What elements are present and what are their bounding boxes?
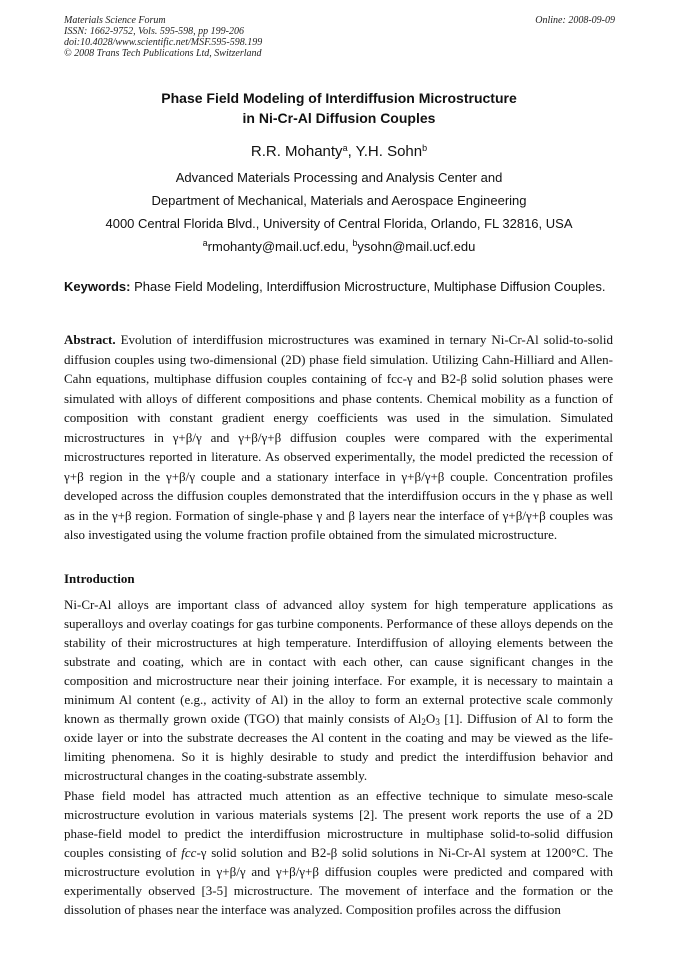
author-2-mark: b [422,143,428,153]
keywords-text: Phase Field Modeling, Interdiffusion Microstructure, Multiphase Diffusion Couples. [130,279,606,294]
title-line-2: in Ni-Cr-Al Diffusion Couples [242,110,436,126]
email-line [0,239,678,255]
title-line-1: Phase Field Modeling of Interdiffusion Microstructure [161,90,517,106]
intro-paragraph-2 [64,786,613,919]
author-2: Y.H. Sohn [355,143,423,160]
email-a: rmohanty@mail.ucf.edu, [207,239,353,254]
affiliation-line-2: Department of Mechanical, Materials and Aerospace Engineering [151,193,527,208]
affiliation-line-1: Advanced Materials Processing and Analysis Center and [175,170,503,185]
intro-p2-text-b: -γ solid solution and B2-β solid solutions in Ni-Cr-Al system at 1200°C. The microstructure evolution in γ+β/γ and γ+β/γ+β diffusion couples were predicted and compared with experimentally observed [3-5] microstructure. The movement of interface and the formation or the dissolution of phases near the interface was analyzed. Composition profiles across the diffusion [64,845,613,917]
abstract-block [64,330,613,545]
email-b: ysohn@mail.ucf.edu [357,239,476,254]
journal-header [64,15,262,59]
intro-p2-fcc: fcc [181,845,197,860]
section-heading-introduction: Introduction [64,571,135,586]
intro-p1-text-b: [1]. Diffusion of Al to form the oxide layer or into the substrate decreases the Al content in the coating and may be viewed as the life-limiting phenomena. So it is highly desirable to study and predict the interdiffusion behavior and microstructural changes in the coating-substrate assembly. [64,711,614,783]
author-separator: , [347,143,356,160]
abstract-text: Evolution of interdiffusion microstructures was examined in ternary Ni-Cr-Al solid-to-solid diffusion couples using two-dimensional (2D) phase field simulation. Utilizing Cahn-Hilliard and Allen-Cahn equations, multiphase diffusion couples containing of fcc-γ and B2-β solid solution phases were simulated with alloys of different compositions and phase contents. Chemical mobility as a function of composition with constant gradient energy coefficients was used in the simulation. Simulated microstructures in γ+β/γ and γ+β/γ+β diffusion couples were compared with the experimental microstructures reported in literature. As observed experimentally, the model predicted the recession of γ+β region in the γ+β/γ couple and a stationary interface in γ+β/γ+β couple. Concentration profiles developed across the diffusion couples demonstrated that the interdiffusion occurs in the γ phase as well as in the γ+β region. Formation of single-phase γ and β layers near the interface of γ+β/γ+β couples was also investigated using the volume fraction profile obtained from the simulated microstructure. [64,332,613,542]
intro-p1-text-mid: O [425,711,436,726]
author-line [0,143,678,161]
issn-line: ISSN: 1662-9752, Vols. 595-598, pp 199-206 [64,26,244,37]
email-mark-a: a [202,238,208,248]
online-date: Online: 2008-09-09 [535,15,615,26]
keywords-label: Keywords: [64,279,131,294]
intro-p1-sub-1: 2 [421,717,426,727]
keywords-block [64,277,613,296]
intro-p2-text-a: Phase field model has attracted much attention as an effective technique to simulate meso-scale microstructure evolution in various materials systems [2]. The present work reports the use of a 2D phase-field model to predict the interdiffusion microstructure in multiphase solid-to-solid diffusion couples consisting of [64,788,613,860]
paper-title [0,88,678,128]
intro-paragraph-1 [64,595,613,785]
intro-p1-text-a: Ni-Cr-Al alloys are important class of advanced alloy system for high temperature applications as superalloys and overlay coatings for gas turbine components. Performance of these alloys depends on the stability of their microstructures at high temperature. Interdiffusion of alloying elements between the substrate and coating, which are in contact with each other, can cause significant changes in the composition and microstructure near their joining interface. For example, it is necessary to maintain a minimum Al content (e.g., activity of Al) in the alloy to form an external protective scale commonly known as thermally grown oxide (TGO) that mainly consists of Al [64,597,613,726]
email-mark-b: b [352,238,358,248]
copyright-line: © 2008 Trans Tech Publications Ltd, Switzerland [64,48,262,59]
author-1: R.R. Mohanty [250,143,343,160]
journal-name: Materials Science Forum [64,15,166,26]
author-1-mark: a [342,143,348,153]
abstract-label: Abstract. [64,332,116,347]
doi-line: doi:10.4028/www.scientific.net/MSF.595-598.199 [64,37,263,48]
intro-p1-sub-2: 3 [435,717,440,727]
affiliation-line-3: 4000 Central Florida Blvd., University of Central Florida, Orlando, FL 32816, USA [105,216,573,231]
